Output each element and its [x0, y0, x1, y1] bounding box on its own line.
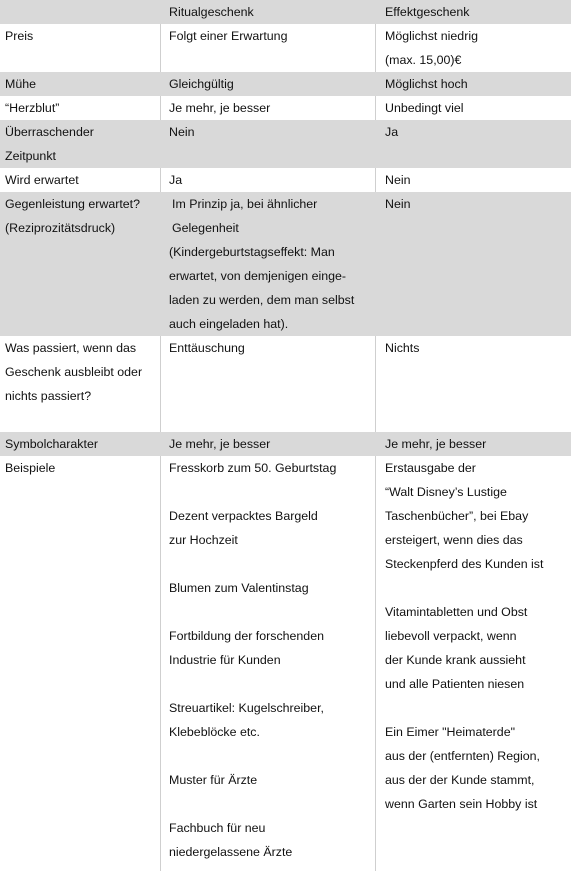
header-cell-effekt — [376, 0, 571, 24]
cell-line: Taschenbücher”, bei Ebay — [385, 509, 529, 523]
cell-line: Beispiele — [5, 461, 56, 475]
cell-line: und alle Patienten niesen — [385, 677, 525, 691]
cell-line: (Reziprozitätsdruck) — [5, 221, 116, 235]
ritual-cell — [161, 120, 376, 168]
cell-line: Ein Eimer "Heimaterde" — [385, 725, 515, 739]
cell-line: Unbedingt viel — [385, 101, 464, 115]
effekt-cell — [376, 96, 571, 120]
ritual-cell — [161, 336, 376, 432]
cell-line: niedergelassene Ärzte — [169, 845, 293, 859]
cell-line — [169, 480, 371, 504]
effekt-cell — [376, 336, 571, 432]
cell-line: Steckenpferd des Kunden ist — [385, 557, 544, 571]
cell-line: Streuartikel: Kugelschreiber, — [169, 701, 324, 715]
cell-line: Symbolcharakter — [5, 437, 98, 451]
cell-line: aus der der Kunde stammt, — [385, 773, 535, 787]
cell-line: Zeitpunkt — [5, 149, 56, 163]
ritual-cell — [161, 456, 376, 871]
cell-line — [385, 576, 567, 600]
cell-line: “Herzblut” — [5, 101, 60, 115]
cell-line: liebevoll verpackt, wenn — [385, 629, 517, 643]
cell-line — [169, 552, 371, 576]
cell-line: Im Prinzip ja, bei ähnlicher — [172, 197, 318, 211]
cell-line: Geschenk ausbleibt oder — [5, 365, 143, 379]
cell-line: Ja — [169, 173, 183, 187]
cell-line: Gleichgültig — [169, 77, 234, 91]
effekt-cell — [376, 456, 571, 871]
row-label — [0, 192, 161, 336]
effekt-cell — [376, 432, 571, 456]
cell-line: “Walt Disney’s Lustige — [385, 485, 507, 499]
effekt-cell — [376, 120, 571, 168]
cell-line: erwartet, von demjenigen einge- — [169, 269, 347, 283]
cell-line: Nein — [385, 197, 411, 211]
header-cell-ritual — [161, 0, 376, 24]
cell-line — [169, 744, 371, 768]
cell-line: (Kindergeburtstagseffekt: Man — [169, 245, 335, 259]
cell-line: Enttäuschung — [169, 341, 245, 355]
effekt-cell — [376, 72, 571, 96]
cell-line: Je mehr, je besser — [385, 437, 487, 451]
cell-line — [169, 792, 371, 816]
row-label — [0, 456, 161, 871]
cell-line: (max. 15,00)€ — [385, 53, 462, 67]
cell-line: Blumen zum Valentinstag — [169, 581, 309, 595]
table-row — [0, 168, 571, 192]
cell-line: Klebeblöcke etc. — [169, 725, 260, 739]
effekt-cell — [376, 168, 571, 192]
cell-line: Ja — [385, 125, 399, 139]
ritual-cell — [161, 72, 376, 96]
table-row — [0, 432, 571, 456]
row-label — [0, 336, 161, 432]
cell-line: wenn Garten sein Hobby ist — [385, 797, 538, 811]
table-row — [0, 72, 571, 96]
cell-line: Gelegenheit — [172, 221, 239, 235]
header-row — [0, 0, 571, 24]
ritual-cell — [161, 168, 376, 192]
ritual-cell — [161, 192, 376, 336]
cell-line: zur Hochzeit — [169, 533, 238, 547]
cell-line: Vitamintabletten und Obst — [385, 605, 528, 619]
cell-line: Was passiert, wenn das — [5, 341, 137, 355]
cell-line: Preis — [5, 29, 34, 43]
row-label — [0, 96, 161, 120]
cell-line: Wird erwartet — [5, 173, 79, 187]
effekt-cell — [376, 192, 571, 336]
cell-line: auch eingeladen hat). — [169, 317, 289, 331]
cell-line — [385, 696, 567, 720]
header-cell-empty — [0, 0, 161, 24]
cell-line: Je mehr, je besser — [169, 101, 271, 115]
cell-line: Nichts — [385, 341, 420, 355]
header-label — [5, 0, 157, 24]
ritual-cell — [161, 24, 376, 72]
cell-line: Dezent verpacktes Bargeld — [169, 509, 318, 523]
cell-line: Nein — [385, 173, 411, 187]
row-label — [0, 24, 161, 72]
row-label — [0, 432, 161, 456]
cell-line: Fachbuch für neu — [169, 821, 266, 835]
cell-line: der Kunde krank aussieht — [385, 653, 526, 667]
ritual-cell — [161, 432, 376, 456]
cell-line — [169, 600, 371, 624]
cell-line: Je mehr, je besser — [169, 437, 271, 451]
cell-line: ersteigert, wenn dies das — [385, 533, 523, 547]
cell-line: Muster für Ärzte — [169, 773, 258, 787]
cell-line: Nein — [169, 125, 195, 139]
table-row — [0, 96, 571, 120]
cell-line: Möglichst niedrig — [385, 29, 478, 43]
cell-line: Überraschender — [5, 125, 94, 139]
ritual-cell — [161, 96, 376, 120]
cell-line: laden zu werden, dem man selbst — [169, 293, 355, 307]
row-label — [0, 168, 161, 192]
table-row — [0, 24, 571, 72]
cell-line: Fortbildung der forschenden — [169, 629, 324, 643]
cell-line: Möglichst hoch — [385, 77, 468, 91]
cell-line: aus der (entfernten) Region, — [385, 749, 540, 763]
row-label — [0, 72, 161, 96]
cell-line — [169, 672, 371, 696]
cell-line: Gegenleistung erwartet? — [5, 197, 141, 211]
cell-line: Fresskorb zum 50. Geburtstag — [169, 461, 337, 475]
cell-line: nichts passiert? — [5, 389, 92, 403]
table-row — [0, 336, 571, 432]
cell-line: Mühe — [5, 77, 36, 91]
header-effektgeschenk: Effektgeschenk — [385, 5, 470, 19]
table-row — [0, 192, 571, 336]
row-label — [0, 120, 161, 168]
cell-line: Folgt einer Erwartung — [169, 29, 288, 43]
table-row — [0, 456, 571, 871]
table-row — [0, 120, 571, 168]
cell-line: Erstausgabe der — [385, 461, 476, 475]
effekt-cell — [376, 24, 571, 72]
cell-line: Industrie für Kunden — [169, 653, 281, 667]
header-ritualgeschenk: Ritualgeschenk — [169, 5, 254, 19]
